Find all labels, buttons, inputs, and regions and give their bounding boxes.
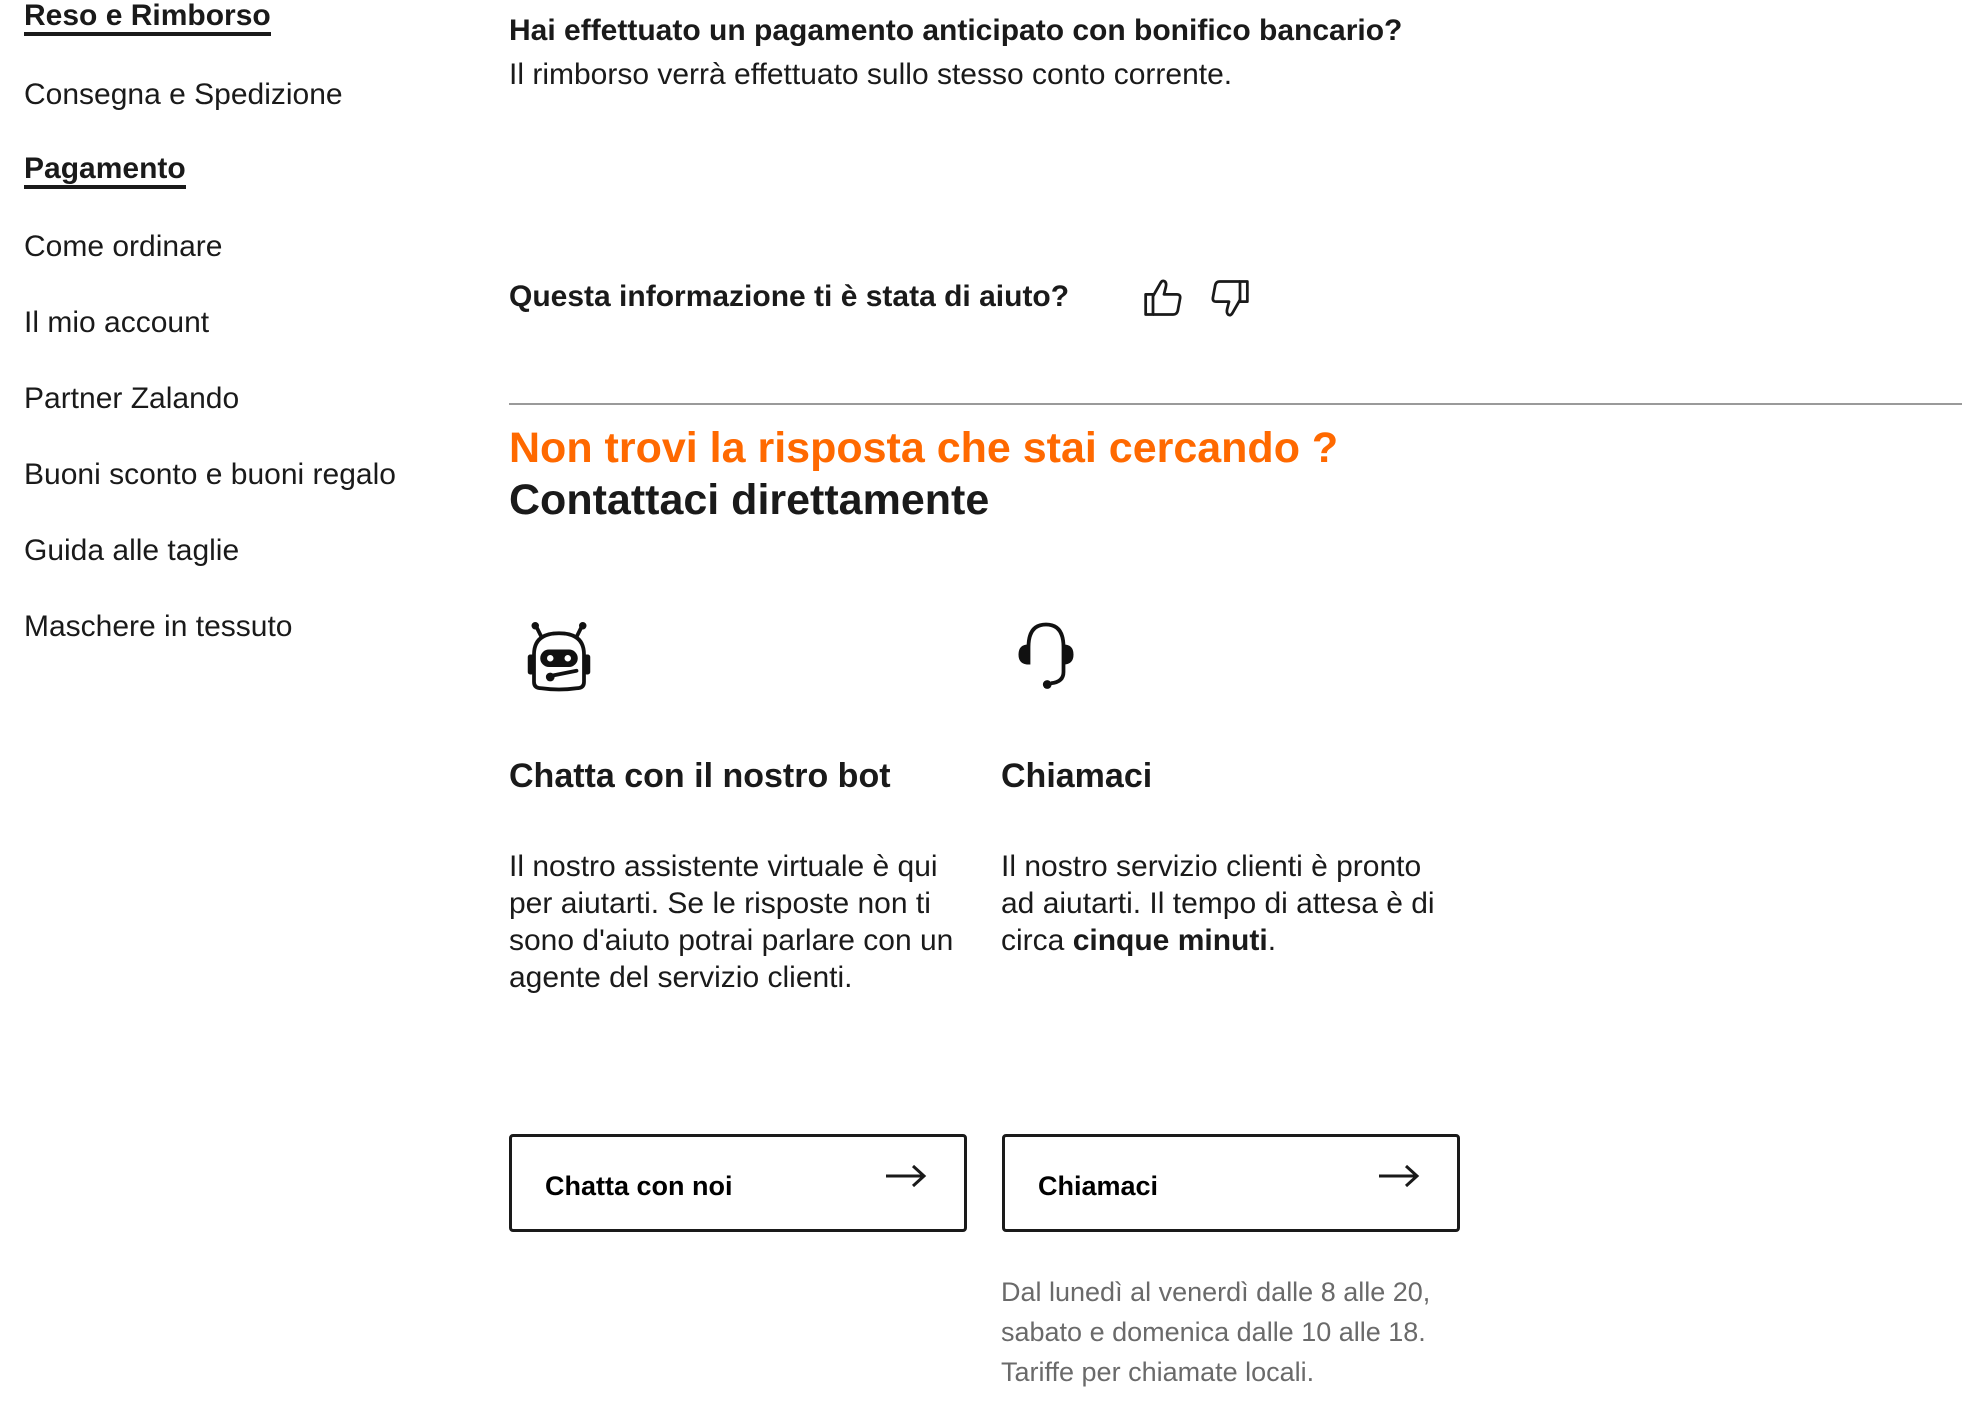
arrow-right-icon <box>1377 1161 1421 1191</box>
hours-weekdays: Dal lunedì al venerdì dalle 8 alle 20, <box>1001 1277 1431 1307</box>
call-hours-note <box>1001 1272 1521 1392</box>
bot-card-title: Chatta con il nostro bot <box>509 757 891 795</box>
phone-description-end: . <box>1267 924 1277 957</box>
phone-card-title: Chiamaci <box>1001 757 1153 795</box>
sidebar-item-buoni-sconto[interactable]: Buoni sconto e buoni regalo <box>24 458 396 491</box>
headset-icon <box>1006 617 1086 697</box>
contact-headline: Non trovi la risposta che stai cercando ? <box>509 424 1339 472</box>
call-us-button[interactable] <box>1002 1134 1460 1232</box>
call-rates: Tariffe per chiamate locali. <box>1001 1357 1315 1387</box>
chat-button-label: Chatta con noi <box>545 1171 733 1201</box>
contact-subheadline: Contattaci direttamente <box>509 476 990 524</box>
sidebar-item-il-mio-account[interactable]: Il mio account <box>24 306 210 339</box>
phone-description-text: Il nostro servizio clienti è pronto ad aiutarti. Il tempo di attesa è di circa <box>1001 850 1435 957</box>
chat-with-us-button[interactable] <box>509 1134 967 1232</box>
arrow-right-icon <box>884 1161 928 1191</box>
phone-card-description <box>1001 848 1461 959</box>
section-divider <box>509 403 1962 405</box>
sidebar-item-maschere-in-tessuto[interactable]: Maschere in tessuto <box>24 610 293 643</box>
chatbot-icon <box>519 617 599 697</box>
sidebar-item-partner-zalando[interactable]: Partner Zalando <box>24 382 240 415</box>
faq-question: Hai effettuato un pagamento anticipato con bonifico bancario? <box>509 14 1403 47</box>
sidebar-item-reso-e-rimborso[interactable]: Reso e Rimborso <box>24 0 271 36</box>
feedback-question: Questa informazione ti è stata di aiuto? <box>509 280 1070 313</box>
bot-card-description: Il nostro assistente virtuale è qui per aiutarti. Se le risposte non ti sono d'aiuto potrai parlare con un agente del servizio clienti. <box>509 850 954 994</box>
sidebar-item-pagamento[interactable]: Pagamento <box>24 153 186 189</box>
sidebar-item-guida-alle-taglie[interactable]: Guida alle taglie <box>24 534 240 567</box>
wait-time: cinque minuti <box>1072 924 1268 957</box>
thumbs-down-icon[interactable] <box>1207 276 1251 320</box>
sidebar-item-come-ordinare[interactable]: Come ordinare <box>24 230 223 263</box>
faq-answer: Il rimborso verrà effettuato sullo stesso conto corrente. <box>509 58 1233 91</box>
thumbs-up-icon[interactable] <box>1142 276 1186 320</box>
sidebar-item-consegna-e-spedizione[interactable]: Consegna e Spedizione <box>24 78 343 111</box>
hours-weekend: sabato e domenica dalle 10 alle 18. <box>1001 1317 1426 1347</box>
call-button-label: Chiamaci <box>1038 1171 1159 1201</box>
